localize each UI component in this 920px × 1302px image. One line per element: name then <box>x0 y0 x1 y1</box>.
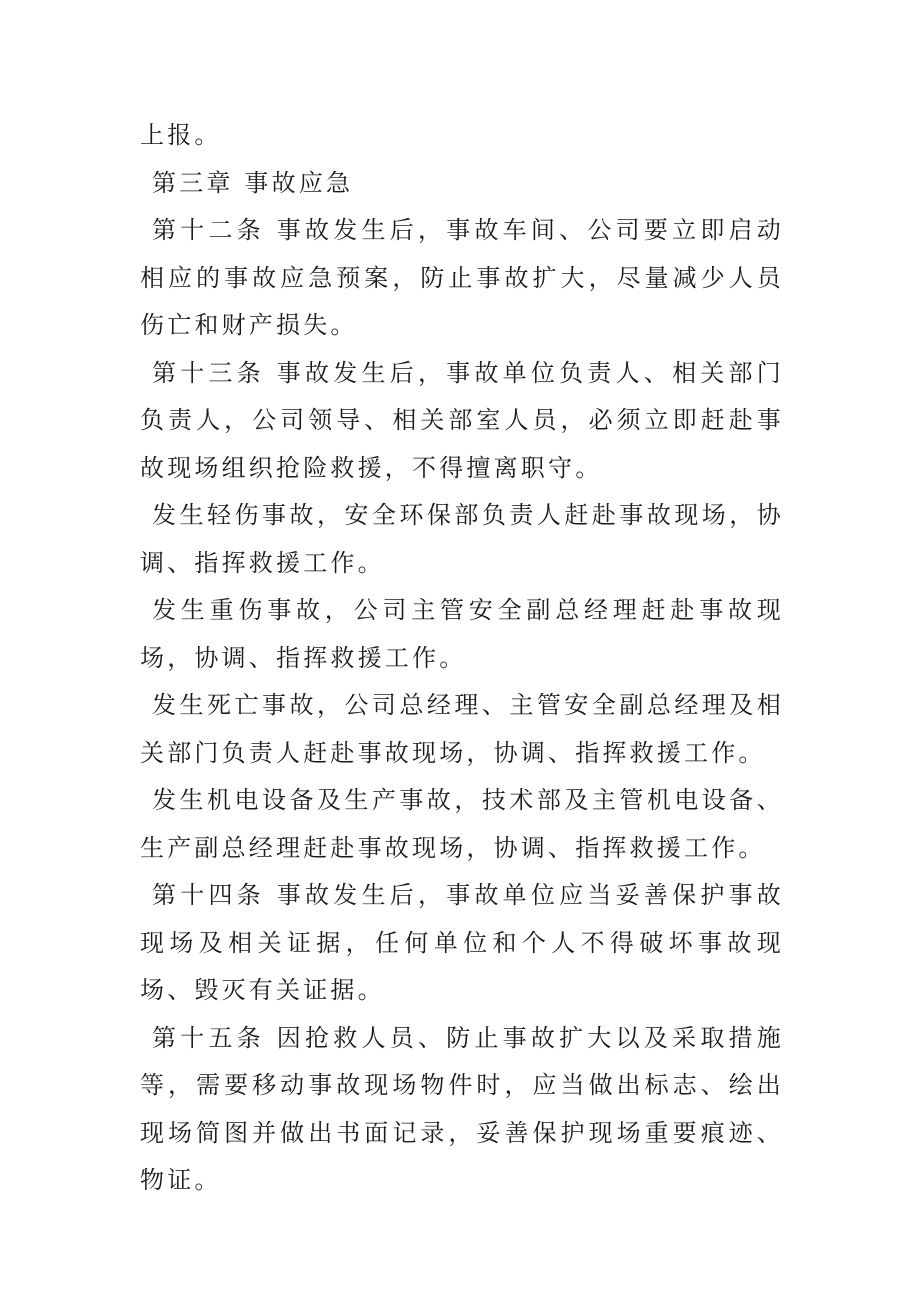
article-13: 第十三条 事故发生后，事故单位负责人、相关部门负责人，公司领导、相关部室人员，必须立即赶赴事故现场组织抢险救援，不得擅离职守。 <box>140 358 784 482</box>
article-15: 第十五条 因抢救人员、防止事故扩大以及采取措施等，需要移动事故现场物件时，应当做出标志、绘出现场简图并做出书面记录，妥善保护现场重要痕迹、物证。 <box>140 1023 784 1194</box>
article-12: 第十二条 事故发生后，事故车间、公司要立即启动相应的事故应急预案，防止事故扩大，尽量减少人员伤亡和财产损失。 <box>140 216 784 339</box>
paragraph-equipment-accident: 发生机电设备及生产事故，技术部及主管机电设备、生产副总经理赶赴事故现场，协调、指挥救援工作。 <box>140 786 784 862</box>
chapter-heading: 第三章 事故应急 <box>152 168 354 197</box>
document-body <box>140 112 784 1205</box>
paragraph-serious-injury: 发生重伤事故，公司主管安全副总经理赶赴事故现场，协调、指挥救援工作。 <box>140 596 784 672</box>
article-14: 第十四条 事故发生后，事故单位应当妥善保护事故现场及相关证据，任何单位和个人不得破坏事故现场、毁灭有关证据。 <box>140 881 784 1004</box>
paragraph-continuation: 上报。 <box>140 121 222 149</box>
paragraph-fatality: 发生死亡事故，公司总经理、主管安全副总经理及相关部门负责人赶赴事故现场，协调、指挥救援工作。 <box>140 691 784 767</box>
paragraph-minor-injury: 发生轻伤事故，安全环保部负责人赶赴事故现场，协调、指挥救援工作。 <box>140 501 784 577</box>
